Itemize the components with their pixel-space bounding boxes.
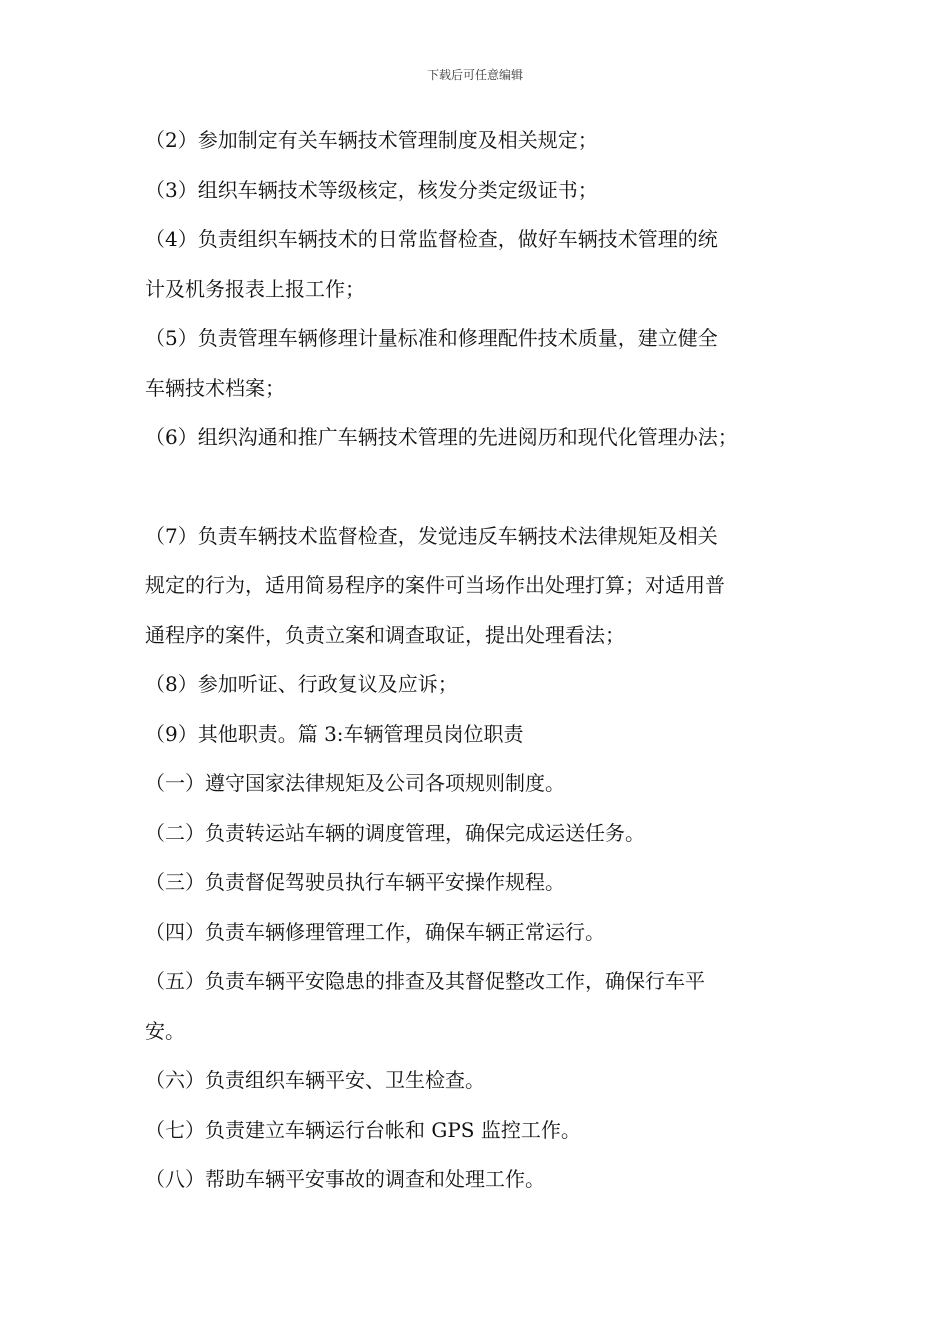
paragraph-line: （2）参加制定有关车辆技术管理制度及相关规定； xyxy=(145,128,598,152)
paragraph-line: （5）负责管理车辆修理计量标准和修理配件技术质量，建立健全 xyxy=(145,326,718,350)
paragraph-line: （一）遵守国家法律规矩及公司各项规则制度。 xyxy=(145,771,565,795)
paragraph-line: （3）组织车辆技术等级核定，核发分类定级证书； xyxy=(145,177,598,202)
paragraph-line: （6）组织沟通和推广车辆技术管理的先进阅历和现代化管理办法； xyxy=(145,425,738,449)
page-header: 下载后可任意编辑 xyxy=(426,68,523,82)
paragraph-line: （五）负责车辆平安隐患的排查及其督促整改工作，确保行车平 xyxy=(145,969,705,993)
paragraph-line: （四）负责车辆修理管理工作，确保车辆正常运行。 xyxy=(145,919,605,944)
paragraph-line: （七）负责建立车辆运行台帐和 GPS 监控工作。 xyxy=(145,1117,581,1142)
paragraph-line: （三）负责督促驾驶员执行车辆平安操作规程。 xyxy=(145,870,565,894)
paragraph-line: （7）负责车辆技术监督检查，发觉违反车辆技术法律规矩及相关 xyxy=(145,523,718,548)
paragraph-line: 安。 xyxy=(145,1018,185,1043)
paragraph-line: 车辆技术档案； xyxy=(145,375,285,400)
paragraph-gap xyxy=(145,475,825,524)
paragraph-line: 规定的行为，适用简易程序的案件可当场作出处理打算；对适用普 xyxy=(145,573,725,597)
paragraph-line: （二）负责转运站车辆的调度管理，确保完成运送任务。 xyxy=(145,820,645,845)
paragraph-line: （八）帮助车辆平安事故的调查和处理工作。 xyxy=(145,1167,545,1191)
paragraph-line: 计及机务报表上报工作； xyxy=(145,276,365,301)
paragraph-line: （9）其他职责。篇 3:车辆管理员岗位职责 xyxy=(145,721,524,746)
paragraph-line: （8）参加听证、行政复议及应诉； xyxy=(145,672,458,696)
paragraph-line: （六）负责组织车辆平安、卫生检查。 xyxy=(145,1068,485,1092)
document-body xyxy=(145,128,825,1217)
paragraph-line: 通程序的案件，负责立案和调查取证，提出处理看法； xyxy=(145,622,625,647)
paragraph-line: （4）负责组织车辆技术的日常监督检查，做好车辆技术管理的统 xyxy=(145,227,718,251)
